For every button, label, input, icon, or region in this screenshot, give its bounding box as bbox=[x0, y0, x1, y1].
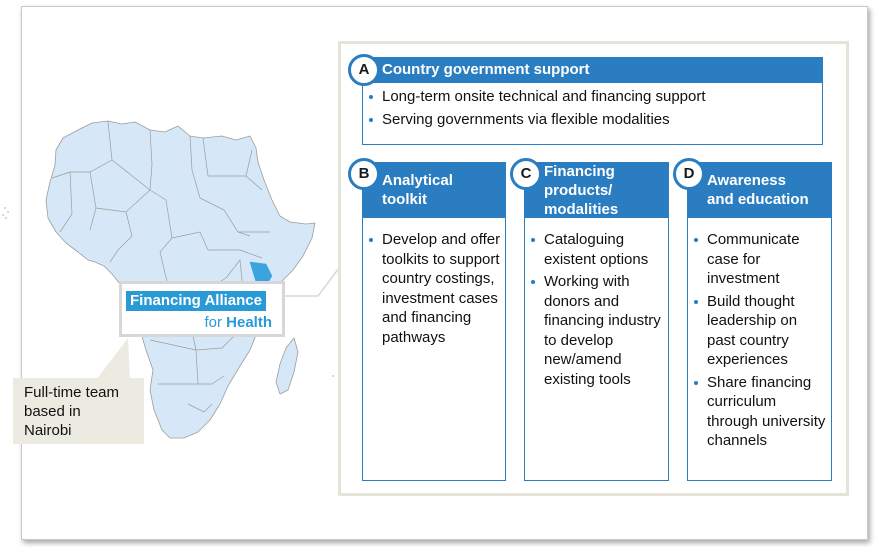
section-d-badge: D bbox=[673, 158, 705, 190]
section-d-item: Share financing curriculum through university channels bbox=[688, 373, 826, 451]
section-d-header bbox=[687, 162, 832, 218]
section-b-item: Develop and offer toolkits to support country costings, investment cases and financing pathways bbox=[363, 230, 501, 347]
team-note-line: Full-time team bbox=[24, 384, 120, 401]
section-b-title-line: toolkit bbox=[382, 191, 427, 208]
section-c-title-line: products/ bbox=[544, 182, 613, 199]
madagascar-shape bbox=[276, 338, 298, 394]
logo-title: Financing Alliance bbox=[126, 291, 266, 311]
section-c-header bbox=[524, 162, 669, 218]
section-d-title-line: and education bbox=[707, 191, 809, 208]
section-c-item: Working with donors and financing industry to develop new/amend existing tools bbox=[525, 272, 665, 389]
team-note-pointer bbox=[96, 338, 130, 380]
section-b-body bbox=[362, 218, 506, 481]
section-c-item: Cataloguing existent options bbox=[525, 230, 665, 269]
section-b-title-line: Analytical bbox=[382, 172, 453, 189]
section-a-item: Long-term onsite technical and financing support bbox=[363, 87, 818, 107]
section-b-badge: B bbox=[348, 158, 380, 190]
section-a-badge: A bbox=[348, 54, 380, 86]
section-c-title-line: Financing bbox=[544, 163, 615, 180]
team-note-line: based in bbox=[24, 403, 81, 420]
section-c-body bbox=[524, 218, 669, 481]
section-d-item: Build thought leadership on past country experiences bbox=[688, 292, 826, 370]
section-a-header bbox=[362, 57, 823, 83]
section-d-title-line: Awareness bbox=[707, 172, 786, 189]
section-a-title: Country government support bbox=[382, 61, 590, 78]
section-b-header bbox=[362, 162, 506, 218]
section-d-body bbox=[687, 218, 832, 481]
financing-alliance-logo bbox=[119, 281, 285, 337]
logo-subtitle bbox=[204, 314, 272, 332]
section-c-badge: C bbox=[510, 158, 542, 190]
section-a-body bbox=[362, 83, 823, 145]
logo-subtitle-prefix: for bbox=[204, 314, 222, 331]
logo-subtitle-bold: Health bbox=[226, 314, 272, 331]
section-a-item: Serving governments via flexible modalities bbox=[363, 110, 818, 130]
section-d-item: Communicate case for investment bbox=[688, 230, 826, 289]
team-note-line: Nairobi bbox=[24, 422, 72, 439]
team-location-note bbox=[13, 378, 144, 444]
section-c-title-line: modalities bbox=[544, 201, 619, 218]
